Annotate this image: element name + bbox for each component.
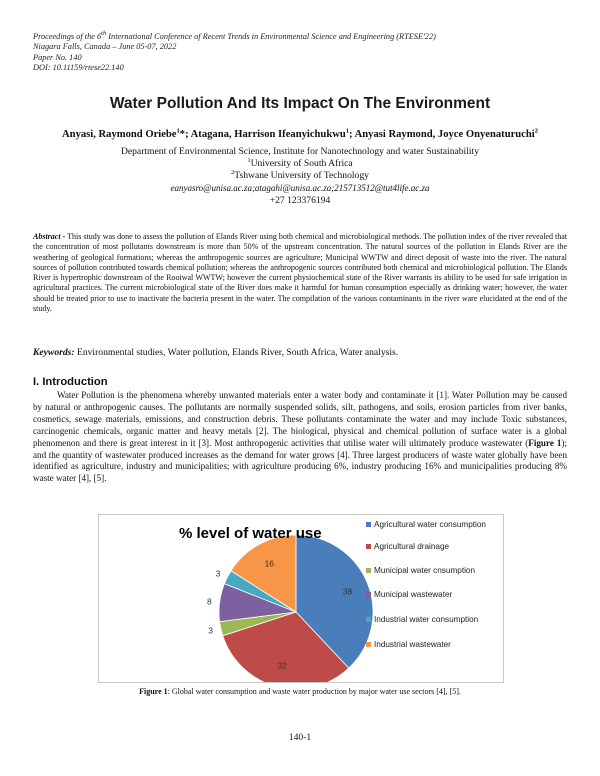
author-phone: +27 123376194 xyxy=(269,195,331,206)
affiliation-unisa: $^1$University of South Africa xyxy=(247,156,353,169)
legend-label: Municipal water cnsumption xyxy=(374,566,476,575)
keywords-text: Environmental studies, Water pollution, Elands River, South Africa, Water analysis. xyxy=(74,347,399,358)
chart-title: % level of water use xyxy=(179,525,322,542)
pie-chart-figure xyxy=(98,514,504,683)
pie-data-label: 3 xyxy=(208,625,213,636)
legend-label: Industrial water consumption xyxy=(374,615,479,624)
header-line-paper-no: Paper No. 140 xyxy=(33,52,82,62)
legend-swatch xyxy=(366,522,371,527)
abstract-label: Abstract - xyxy=(33,232,66,241)
header-line-conference: Proceedings of the 6th International Conference of Recent Trends in Environmental Science and Engineering (RTESE'22) xyxy=(33,30,436,41)
legend-label: Municipal wastewater xyxy=(374,590,453,599)
legend-swatch xyxy=(366,568,371,573)
figure-caption: Figure 1: Global water consumption and waste water production by major water use sectors [4], [5]. xyxy=(139,687,461,696)
legend-swatch xyxy=(366,592,371,597)
header-line-location: Niagara Falls, Canada – June 05-07, 2022 xyxy=(33,42,177,52)
legend-swatch xyxy=(366,642,371,647)
pie-data-label: 16 xyxy=(264,558,275,569)
page-number: 140-1 xyxy=(288,732,312,743)
affiliation-tut: $^2$Tshwane University of Technology xyxy=(231,168,369,181)
introduction-paragraph: Water Pollution is the phenomena whereby unwanted materials enter a water body and contaminate it [1]. Water Pollution may be caused by natural or anthropogenic causes. The pollutants are normally suspended solids, silt, pathogens, and soils, erosion particles from river banks, cosmetics, sewage materials, emissions, and construction debris. These pollutants contaminate the water and may include Toxic substances, carcinogenic chemicals, organic matter and heavy metals [2]. The biological, physical and chemical pollution of surface water is a global phenomenon and there is great interest in it [3]. Most anthropogenic activities that utilise water will ultimately produce wastewater (Figure 1); and the quantity of wastewater produced increases as the demand for water grows [4]. Three largest producers of waste water globally have been identified as agriculture, industry and municipalities; with agriculture producing 6%, industry producing 16% and municipalities producing 8% waste water [4], [5]. xyxy=(33,390,567,484)
pie-data-label: 32 xyxy=(277,660,287,671)
keywords-label: Keywords: xyxy=(33,347,75,358)
legend-swatch xyxy=(366,617,371,622)
pie-data-label: 8 xyxy=(206,596,212,607)
keywords xyxy=(33,347,573,358)
header-line-doi: DOI: 10.11159/rtese22.140 xyxy=(33,63,124,73)
author-list: Anyasi, Raymond Oriebe$^1$*; Atagana, Harrison Ifeanyichukwu$^1$; Anyasi Raymond, Joyce Onyenaturuchi$^2$ xyxy=(62,127,538,140)
legend-label: Industrial wastewater xyxy=(374,640,451,649)
paper-title: Water Pollution And Its Impact On The Environment xyxy=(109,95,491,112)
affiliation-department: Department of Environmental Science, Institute for Nanotechnology and water Sustainability xyxy=(120,146,480,157)
legend-swatch xyxy=(366,544,371,549)
abstract-text: This study was done to assess the pollution of Elands River using both chemical and microbiological methods. The pollution index of the river revealed that the concentration of most pollutants downstream is more than 50% of the upstream concentration. The natural sources of the pollution in Elands River are the weathering of geological formations; whereas the anthropogenic sources are agriculture; Municipal WWTW and direct deposit of waste into the river. The natural sources of pollution contributed towards chemical pollution; whereas the anthropogenic sources contributed both chemical and microbiological pollution. The Elands River is hypertrophic downstream of the Rooiwal WWTW; however the current physiochemical state of the River warrants its ability to be used for safe irrigation in agricultural practices. The current microbiological state of the River does make it harmful for human consumption especially as drinking water; however, the water should be treated prior to use to inactivate the bacteria present in the water. The compilation of the various contaminants in the river ware elucidated at the end of the study. xyxy=(33,232,567,314)
figure-reference: Figure 1 xyxy=(528,437,562,448)
proceedings-header xyxy=(33,32,573,74)
section-heading-introduction: I. Introduction xyxy=(33,376,108,388)
legend-label: Agricultural water consumption xyxy=(374,520,486,529)
pie-data-label: 38 xyxy=(342,586,353,597)
author-emails: eanyasro@unisa.ac.za;atagahi@unisa.ac.za;215713512@tut4life.ac.za xyxy=(170,183,430,193)
abstract xyxy=(33,232,567,314)
legend-label: Agricultural drainage xyxy=(374,542,450,551)
pie-data-label: 3 xyxy=(215,568,221,579)
